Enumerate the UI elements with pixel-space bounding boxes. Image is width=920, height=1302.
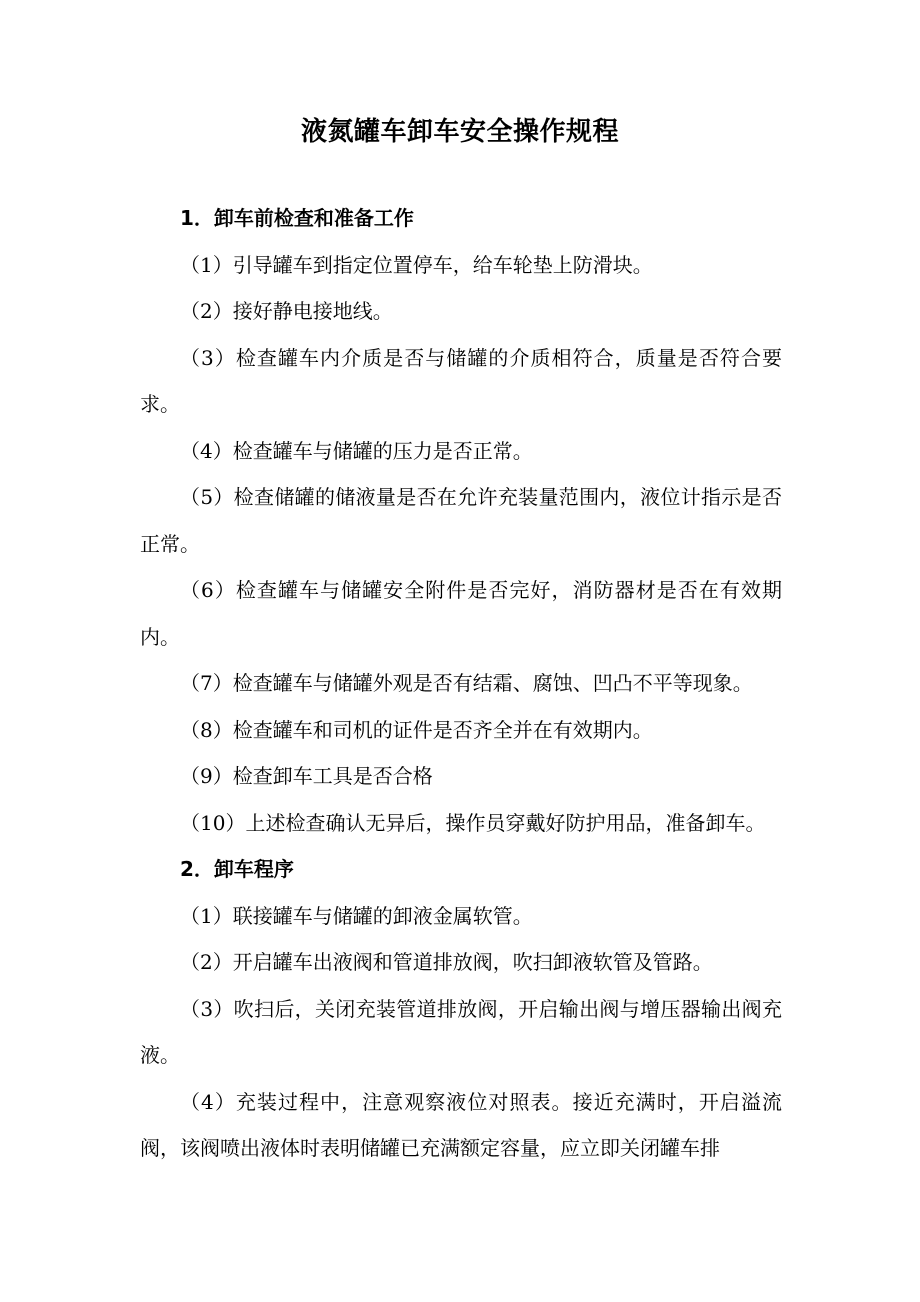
section-heading-inspection: 1．卸车前检查和准备工作 xyxy=(180,206,414,230)
paragraph: （5）检查储罐的储液量是否在允许充装量范围内，液位计指示是否正常。 xyxy=(140,485,782,556)
paragraph: （2）开启罐车出液阀和管道排放阀，吹扫卸液软管及管路。 xyxy=(180,950,713,974)
paragraph: （9）检查卸车工具是否合格 xyxy=(180,764,433,788)
paragraph: （1）联接罐车与储罐的卸液金属软管。 xyxy=(180,903,533,928)
paragraph: （4）充装过程中，注意观察液位对照表。接近充满时，开启溢流阀，该阀喷出液体时表明储罐已充满额定容量，应立即关闭罐车排 xyxy=(140,1089,782,1160)
paragraph: （4）检查罐车与储罐的压力是否正常。 xyxy=(180,438,533,463)
paragraph: （7）检查罐车与储罐外观是否有结霜、腐蚀、凹凸不平等现象。 xyxy=(180,671,753,695)
section-heading-unloading: 2．卸车程序 xyxy=(180,857,294,881)
paragraph: （10）上述检查确认无异后，操作员穿戴好防护用品，准备卸车。 xyxy=(180,810,766,835)
paragraph: （2）接好静电接地线。 xyxy=(180,299,393,323)
paragraph: （3）吹扫后，关闭充装管道排放阀，开启输出阀与增压器输出阀充液。 xyxy=(140,996,782,1067)
paragraph: （6）检查罐车与储罐安全附件是否完好，消防器材是否在有效期内。 xyxy=(140,578,782,649)
paragraph: （3）检查罐车内介质是否与储罐的介质相符合，质量是否符合要求。 xyxy=(140,345,782,416)
paragraph: （8）检查罐车和司机的证件是否齐全并在有效期内。 xyxy=(180,717,653,742)
document-body xyxy=(140,195,782,1172)
document-title: 液氮罐车卸车安全操作规程 xyxy=(300,117,619,147)
paragraph: （1）引导罐车到指定位置停车，给车轮垫上防滑块。 xyxy=(180,252,653,277)
